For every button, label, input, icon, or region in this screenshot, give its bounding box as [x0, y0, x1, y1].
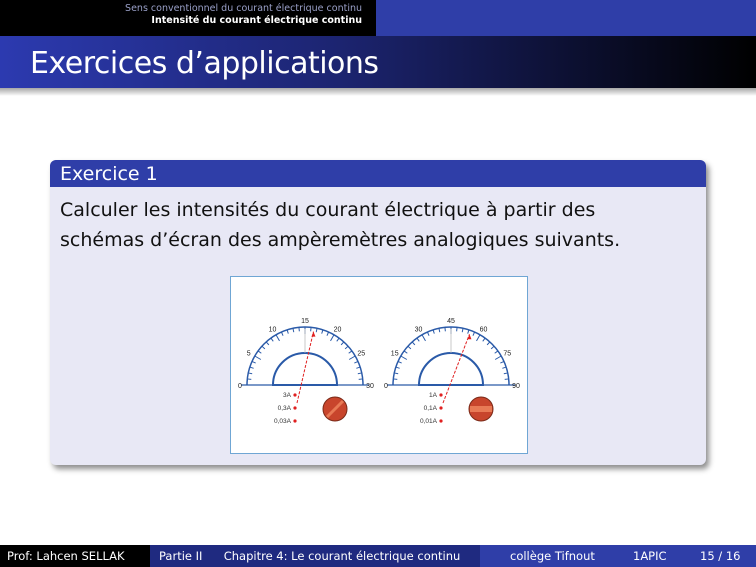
left-tick: [349, 356, 355, 360]
header-navigation: [125, 3, 362, 27]
left-tick-label: 5: [246, 350, 251, 358]
left-tick: [255, 356, 261, 360]
frame-title: Exercices d’applications: [30, 46, 379, 81]
left-tick: [248, 373, 252, 374]
right-tick-label: 60: [479, 326, 488, 334]
left-calibre-terminal: [293, 393, 296, 396]
left-tick-label: 10: [268, 326, 277, 334]
right-tick: [439, 328, 440, 332]
right-tick: [412, 342, 415, 345]
left-tick: [271, 338, 273, 341]
right-tick: [473, 332, 475, 336]
footer-bar: [0, 545, 756, 567]
left-tick-label: 25: [357, 350, 366, 358]
right-tick-label: 75: [503, 350, 512, 358]
ammeter-right: [384, 318, 520, 425]
footer-page-number: 15 / 16: [700, 549, 741, 563]
right-tick: [422, 335, 426, 341]
header-subsection[interactable]: Intensité du courant électrique continu: [151, 15, 362, 26]
footer-right-panel: [480, 545, 756, 567]
exercise-text: [60, 195, 700, 255]
left-tick: [287, 330, 288, 334]
right-calibre-terminal: [439, 419, 442, 422]
right-tick-label: 90: [512, 383, 520, 390]
left-tick: [262, 346, 265, 349]
left-tick: [258, 351, 261, 353]
right-tick: [404, 351, 407, 353]
right-inner-dome: [419, 353, 483, 385]
left-calibre-terminal: [293, 419, 296, 422]
right-tick: [427, 332, 429, 336]
right-tick: [462, 328, 463, 332]
right-tick: [502, 367, 506, 368]
right-calibre-terminal: [439, 406, 442, 409]
left-tick: [354, 361, 358, 363]
left-tick-label: 0: [238, 383, 242, 390]
right-tick: [487, 342, 490, 345]
left-tick: [345, 346, 348, 349]
ammeters-figure: [230, 276, 528, 454]
right-tick: [477, 335, 481, 341]
left-tick: [327, 332, 329, 336]
left-inner-dome: [273, 353, 337, 385]
left-needle-tip: [311, 332, 315, 337]
right-calibre-label: 0,1A: [423, 405, 437, 412]
footer-school: collège Tifnout: [510, 549, 595, 563]
left-tick: [331, 335, 335, 341]
left-tick-label: 30: [366, 383, 374, 390]
frame-shadow: [0, 88, 756, 96]
exercise-title: Exercice 1: [60, 163, 158, 185]
right-tick: [394, 373, 398, 374]
exercise-text-line-2: schémas d’écran des ampèremètres analogiques suivants.: [60, 229, 621, 251]
right-tick: [398, 361, 402, 363]
left-tick: [252, 361, 256, 363]
right-calibre-label: 1A: [429, 392, 437, 399]
left-tick: [276, 335, 280, 341]
left-tick: [293, 328, 294, 332]
right-tick: [491, 346, 494, 349]
right-calibre-terminal: [439, 393, 442, 396]
left-calibre-terminal: [293, 406, 296, 409]
right-needle-tip: [467, 334, 471, 339]
exercise-text-line-1: Calculer les intensités du courant électrique à partir des: [60, 199, 596, 221]
left-tick-label: 20: [333, 326, 342, 334]
right-tick: [504, 373, 508, 374]
right-tick: [483, 338, 485, 341]
right-tick: [433, 330, 434, 334]
right-tick-label: 45: [447, 318, 455, 325]
right-tick: [417, 338, 419, 341]
ammeter-left: [238, 318, 374, 425]
footer-author: Prof: Lahcen SELLAK: [0, 545, 150, 567]
right-selector-indicator: [470, 406, 492, 412]
left-tick: [349, 351, 352, 353]
right-tick-label: 0: [384, 383, 388, 390]
left-tick-label: 15: [301, 318, 309, 325]
left-calibre-label: 3A: [283, 392, 291, 399]
left-tick: [356, 367, 360, 368]
right-tick-label: 30: [414, 326, 423, 334]
right-tick: [396, 367, 400, 368]
footer-chapter: Chapitre 4: Le courant électrique continu: [223, 549, 461, 563]
left-tick: [341, 342, 344, 345]
left-tick: [250, 367, 254, 368]
left-tick: [337, 338, 339, 341]
footer-level: 1APIC: [633, 549, 667, 563]
left-tick: [266, 342, 269, 345]
right-calibre-label: 0,01A: [420, 418, 437, 425]
header-section[interactable]: Sens conventionnel du courant électrique continu: [125, 3, 362, 14]
left-calibre-label: 0,03A: [274, 418, 291, 425]
footer-chapter-panel: [150, 545, 480, 567]
header-bar: [0, 0, 756, 36]
right-tick: [408, 346, 411, 349]
left-tick: [316, 328, 317, 332]
ammeters-diagram: [231, 277, 527, 453]
right-tick-label: 15: [390, 350, 399, 358]
exercise-block-header: [50, 160, 706, 187]
left-calibre-label: 0,3A: [277, 405, 291, 412]
left-tick: [322, 330, 323, 334]
right-tick: [401, 356, 407, 360]
footer-part: Partie II: [159, 549, 203, 563]
left-tick: [281, 332, 283, 336]
right-tick: [495, 351, 498, 353]
right-tick: [495, 356, 501, 360]
right-tick: [500, 361, 504, 363]
left-tick: [358, 373, 362, 374]
right-tick: [468, 330, 469, 334]
